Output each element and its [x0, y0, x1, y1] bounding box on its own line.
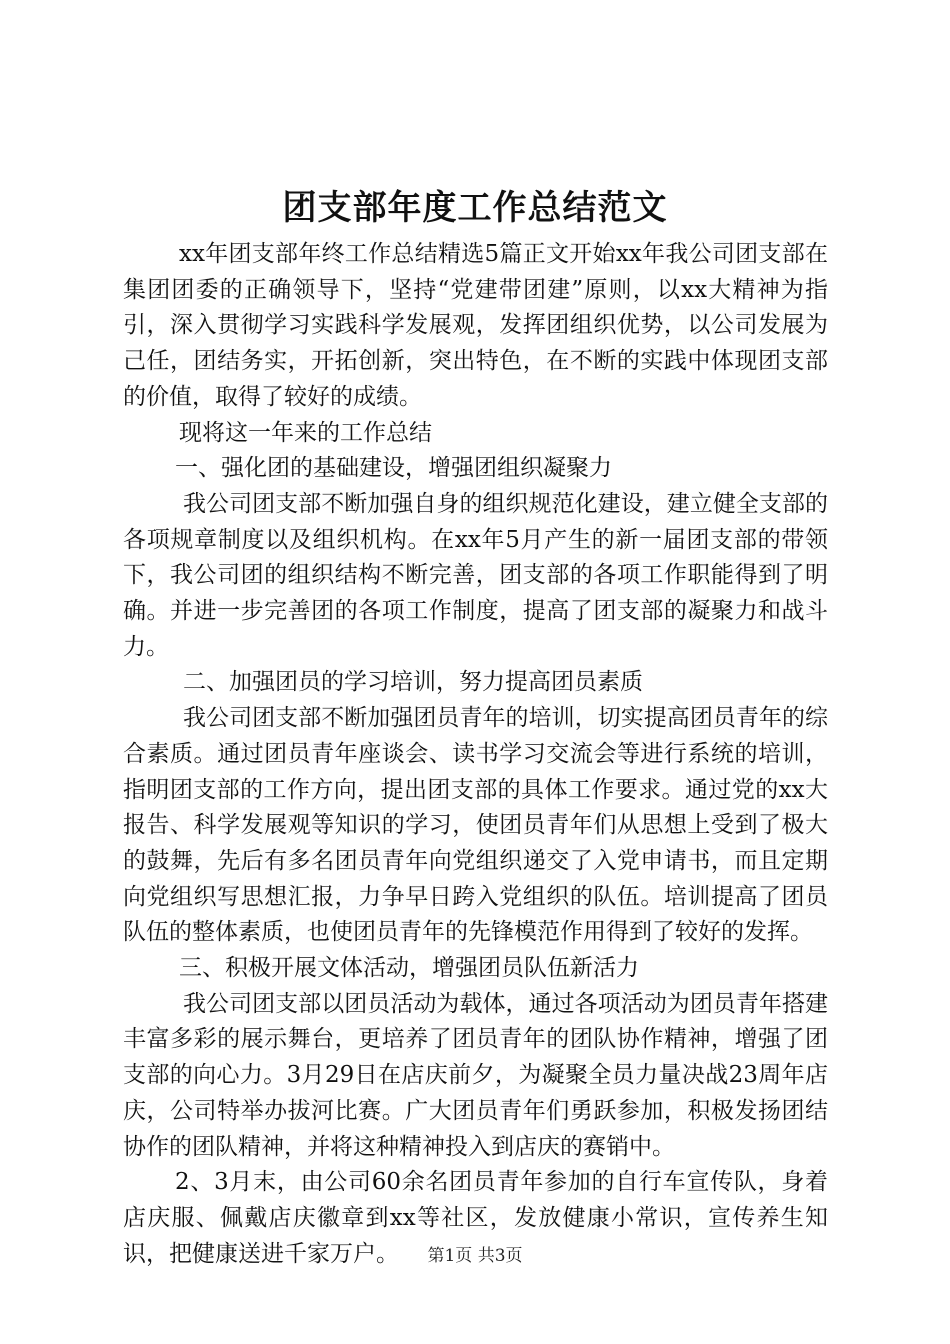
paragraph-section-2: 我公司团支部不断加强团员青年的培训，切实提高团员青年的综合素质。通过团员青年座谈会、读书学习交流会等进行系统的培训，指明团支部的工作方向，提出团支部的具体工作要求。通过党的xx大报告、科学发展观等知识的学习，使团员青年们从思想上受到了极大的鼓舞，先后有多名团员青年向党组织递交了入党申请书，而且定期向党组织写思想汇报，力争早日跨入党组织的队伍。培训提高了团员队伍的整体素质，也使团员青年的先锋模范作用得到了较好的发挥。 — [123, 705, 828, 946]
section-heading-2: 二、加强团员的学习培训，努力提高团员素质 — [183, 669, 643, 696]
document-body — [123, 237, 828, 1272]
paragraph-section-3: 我公司团支部以团员活动为载体，通过各项活动为团员青年搭建丰富多彩的展示舞台，更培养了团员青年的团队协作精神，增强了团支部的向心力。3月29日在店庆前夕，为凝聚全员力量决战23周年店庆，公司特举办拔河比赛。广大团员青年们勇跃参加，积极发扬团结协作的团队精神，并将这种精神投入到店庆的赛销中。 — [123, 990, 828, 1160]
paragraph-item-2: 2、3月末，由公司60余名团员青年参加的自行车宣传队，身着店庆服、佩戴店庆徽章到xx等社区，发放健康小常识，宣传养生知识，把健康送进千家万户。 — [123, 1169, 828, 1267]
section-heading-3: 三、积极开展文体活动，增强团员队伍新活力 — [179, 955, 639, 982]
paragraph-intro: xx年团支部年终工作总结精选5篇正文开始xx年我公司团支部在集团团委的正确领导下，坚持“党建带团建”原则，以xx大精神为指引，深入贯彻学习实践科学发展观，发挥团组织优势，以公司发展为己任，团结务实，开拓创新，突出特色，在不断的实践中体现团支部的价值，取得了较好的成绩。 — [123, 241, 828, 410]
page-footer: 第1页 共3页 — [427, 1246, 523, 1266]
section-heading-1: 一、强化团的基础建设，增强团组织凝聚力 — [175, 455, 612, 482]
paragraph-section-1: 我公司团支部不断加强自身的组织规范化建设，建立健全支部的各项规章制度以及组织机构。在xx年5月产生的新一届团支部的带领下，我公司团的组织结构不断完善，团支部的各项工作职能得到了明确。并进一步完善团的各项工作制度，提高了团支部的凝聚力和战斗力。 — [123, 490, 828, 660]
paragraph-summary-lead: 现将这一年来的工作总结 — [179, 419, 432, 446]
page-title: 团支部年度工作总结范文 — [282, 188, 668, 228]
